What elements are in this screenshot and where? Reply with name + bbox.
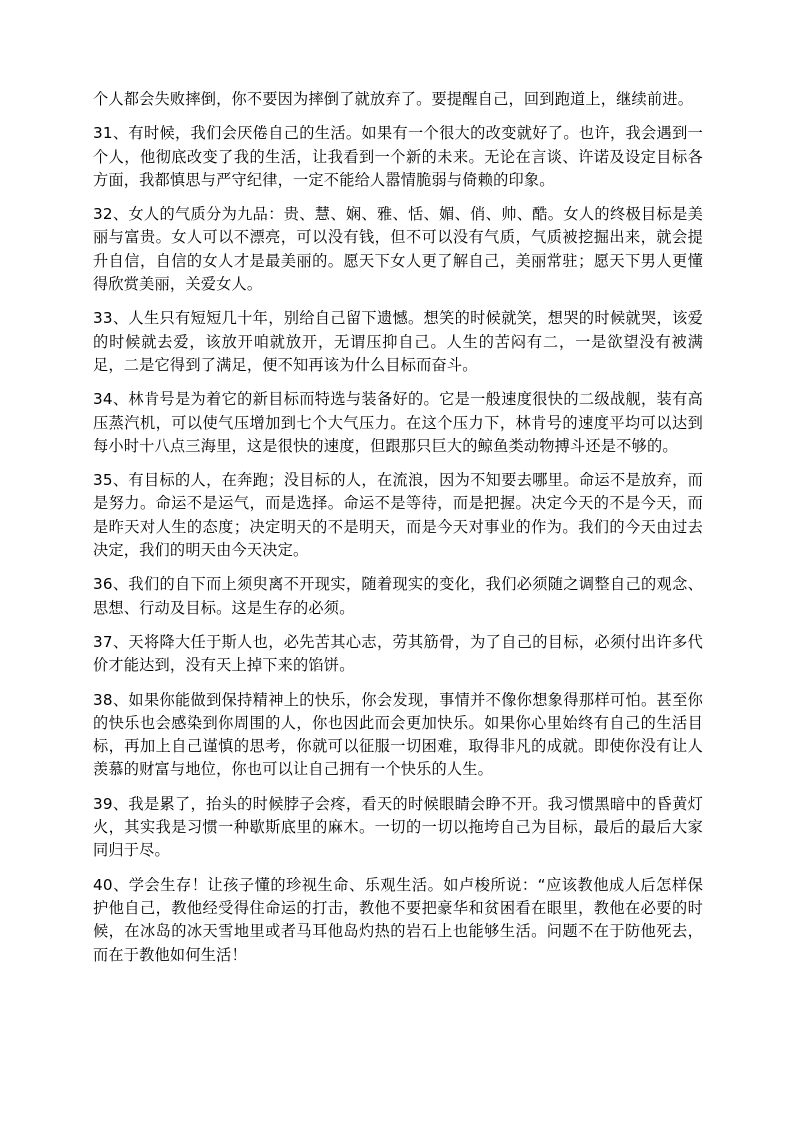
paragraph-36: 36、我们的自下而上须臾离不开现实，随着现实的变化，我们必须随之调整自己的观念、思想、行动及目标。这是生存的必须。 (93, 575, 703, 617)
document-page (93, 88, 703, 978)
paragraph-32: 32、女人的气质分为九品：贵、慧、娴、雅、恬、媚、俏、帅、酷。女人的终极目标是美丽与富贵。女人可以不漂亮，可以没有钱，但不可以没有气质，气质被挖掘出来，就会提升自信，自信的女人才是最美丽的。愿天下女人更了解自己，美丽常驻；愿天下男人更懂得欣赏美丽，关爱女人。 (93, 205, 703, 294)
paragraph-37: 37、天将降大任于斯人也，必先苦其心志，劳其筋骨，为了自己的目标，必须付出许多代价才能达到，没有天上掉下来的馅饼。 (93, 632, 703, 675)
paragraph-39: 39、我是累了，抬头的时候脖子会疼，看天的时候眼睛会睁不开。我习惯黑暗中的昏黄灯火，其实我是习惯一种歇斯底里的麻木。一切的一切以拖垮自己为目标，最后的最后大家同归于尽。 (93, 794, 703, 860)
paragraph-40: 40、学会生存！让孩子懂的珍视生命、乐观生活。如卢梭所说：“应该教他成人后怎样保护他自己，教他经受得住命运的打击，教他不要把豪华和贫困看在眼里，教他在必要的时候，在冰岛的冰天雪地里或者马耳他岛灼热的岩石上也能够生活。问题不在于防他死去，而在于教他如何生活！ (93, 875, 703, 964)
paragraph-34: 34、林肯号是为着它的新目标而特选与装备好的。它是一般速度很快的二级战舰，装有高压蒸汽机，可以使气压增加到七个大气压力。在这个压力下，林肯号的速度平均可以达到每小时十八点三海里，这是很快的速度，但跟那只巨大的鲸鱼类动物搏斗还是不够的。 (93, 390, 703, 455)
paragraph-35: 35、有目标的人，在奔跑；没目标的人，在流浪，因为不知要去哪里。命运不是放弃，而是努力。命运不是运气，而是选择。命运不是等待，而是把握。决定今天的不是今天，而是昨天对人生的态度；决定明天的不是明天，而是今天对事业的作为。我们的今天由过去决定，我们的明天由今天决定。 (93, 471, 703, 560)
paragraph-continuation: 个人都会失败摔倒，你不要因为摔倒了就放弃了。要提醒自己，回到跑道上，继续前进。 (93, 90, 694, 108)
paragraph-31: 31、有时候，我们会厌倦自己的生活。如果有一个很大的改变就好了。也许，我会遇到一个人，他彻底改变了我的生活，让我看到一个新的未来。无论在言谈、许诺及设定目标各方面，我都慎思与严守纪律，一定不能给人嚣情脆弱与倚赖的印象。 (93, 124, 703, 189)
paragraph-38: 38、如果你能做到保持精神上的快乐，你会发现，事情并不像你想象得那样可怕。甚至你的快乐也会感染到你周围的人，你也因此而会更加快乐。如果你心里始终有自己的生活目标，再加上自己谨慎的思考，你就可以征服一切困难，取得非凡的成就。即使你没有让人羡慕的财富与地位，你也可以让自己拥有一个快乐的人生。 (93, 690, 703, 779)
paragraph-33: 33、人生只有短短几十年，别给自己留下遗憾。想笑的时候就笑，想哭的时候就哭，该爱的时候就去爱，该放开咱就放开，无谓压抑自己。人生的苦闷有二，一是欲望没有被满足，二是它得到了满足，便不知再该为什么目标而奋斗。 (93, 309, 703, 374)
